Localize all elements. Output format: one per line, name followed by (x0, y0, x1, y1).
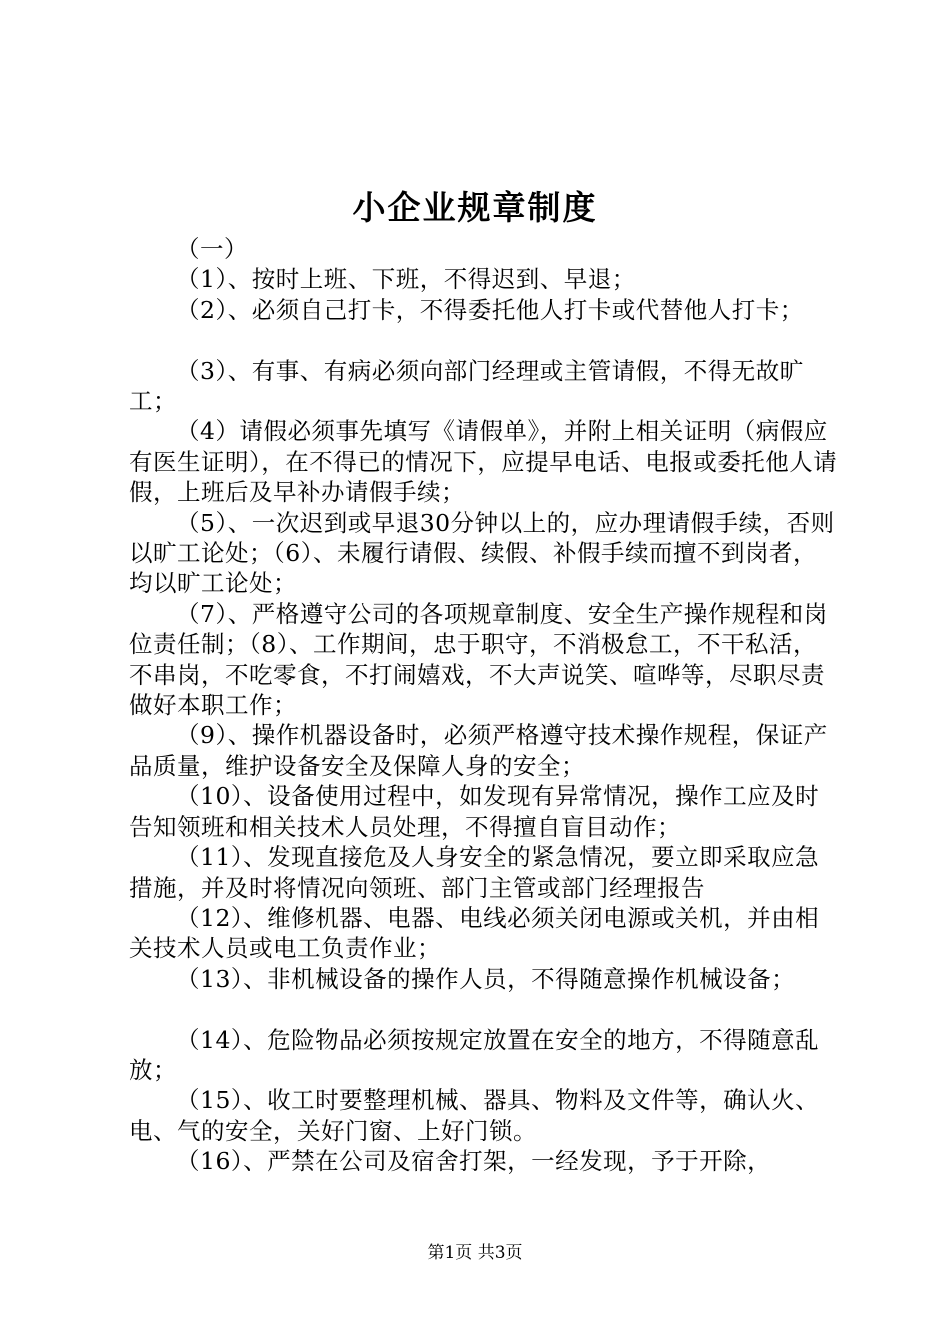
paragraph: （7）、严格遵守公司的各项规章制度、安全生产操作规程和岗位责任制；（8）、工作期间，忠于职守，不消极怠工，不干私活，不串岗，不吃零食，不打闹嬉戏，不大声说笑、喧哗等，尽职尽责做好本职工作； (129, 599, 828, 720)
paragraph: （5）、一次迟到或早退30分钟以上的，应办理请假手续，否则以旷工论处；（6）、未履行请假、续假、补假手续而擅不到岗者，均以旷工论处； (129, 508, 835, 598)
paragraph: （9）、操作机器设备时，必须严格遵守技术操作规程，保证产品质量，维护设备安全及保障人身的安全； (129, 721, 828, 780)
paragraph: （13）、非机械设备的操作人员，不得随意操作机械设备； (176, 964, 796, 993)
paragraph: （10）、设备使用过程中，如发现有异常情况，操作工应及时告知领班和相关技术人员处理，不得擅自盲目动作； (129, 782, 820, 841)
paragraph: （4）请假必须事先填写《请假单》，并附上相关证明（病假应有医生证明），在不得已的情况下，应提早电话、电报或委托他人请假，上班后及早补办请假手续； (129, 417, 838, 507)
paragraph: （2）、必须自己打卡，不得委托他人打卡或代替他人打卡； (176, 295, 804, 324)
page-number-footer: 第1页 共3页 (427, 1243, 523, 1263)
paragraph: （11）、发现直接危及人身安全的紧急情况，要立即采取应急措施，并及时将情况向领班、部门主管或部门经理报告 (129, 843, 820, 902)
paragraph: （3）、有事、有病必须向部门经理或主管请假，不得无故旷工； (129, 356, 804, 416)
paragraph: （14）、危险物品必须按规定放置在安全的地方，不得随意乱放； (129, 1025, 820, 1084)
document-body (129, 234, 839, 1177)
paragraph: （12）、维修机器、电器、电线必须关闭电源或关机，并由相关技术人员或电工负责作业； (129, 903, 820, 963)
document-title: 小企业规章制度 (352, 188, 598, 227)
paragraph: （15）、收工时要整理机械、器具、物料及文件等，确认火、电、气的安全，关好门窗、上好门锁。 (129, 1086, 820, 1145)
paragraph: （1）、按时上班、下班，不得迟到、早退； (176, 265, 636, 294)
paragraph: （16）、严禁在公司及宿舍打架，一经发现，予于开除， (176, 1147, 772, 1176)
paragraph: （一） (176, 235, 248, 263)
